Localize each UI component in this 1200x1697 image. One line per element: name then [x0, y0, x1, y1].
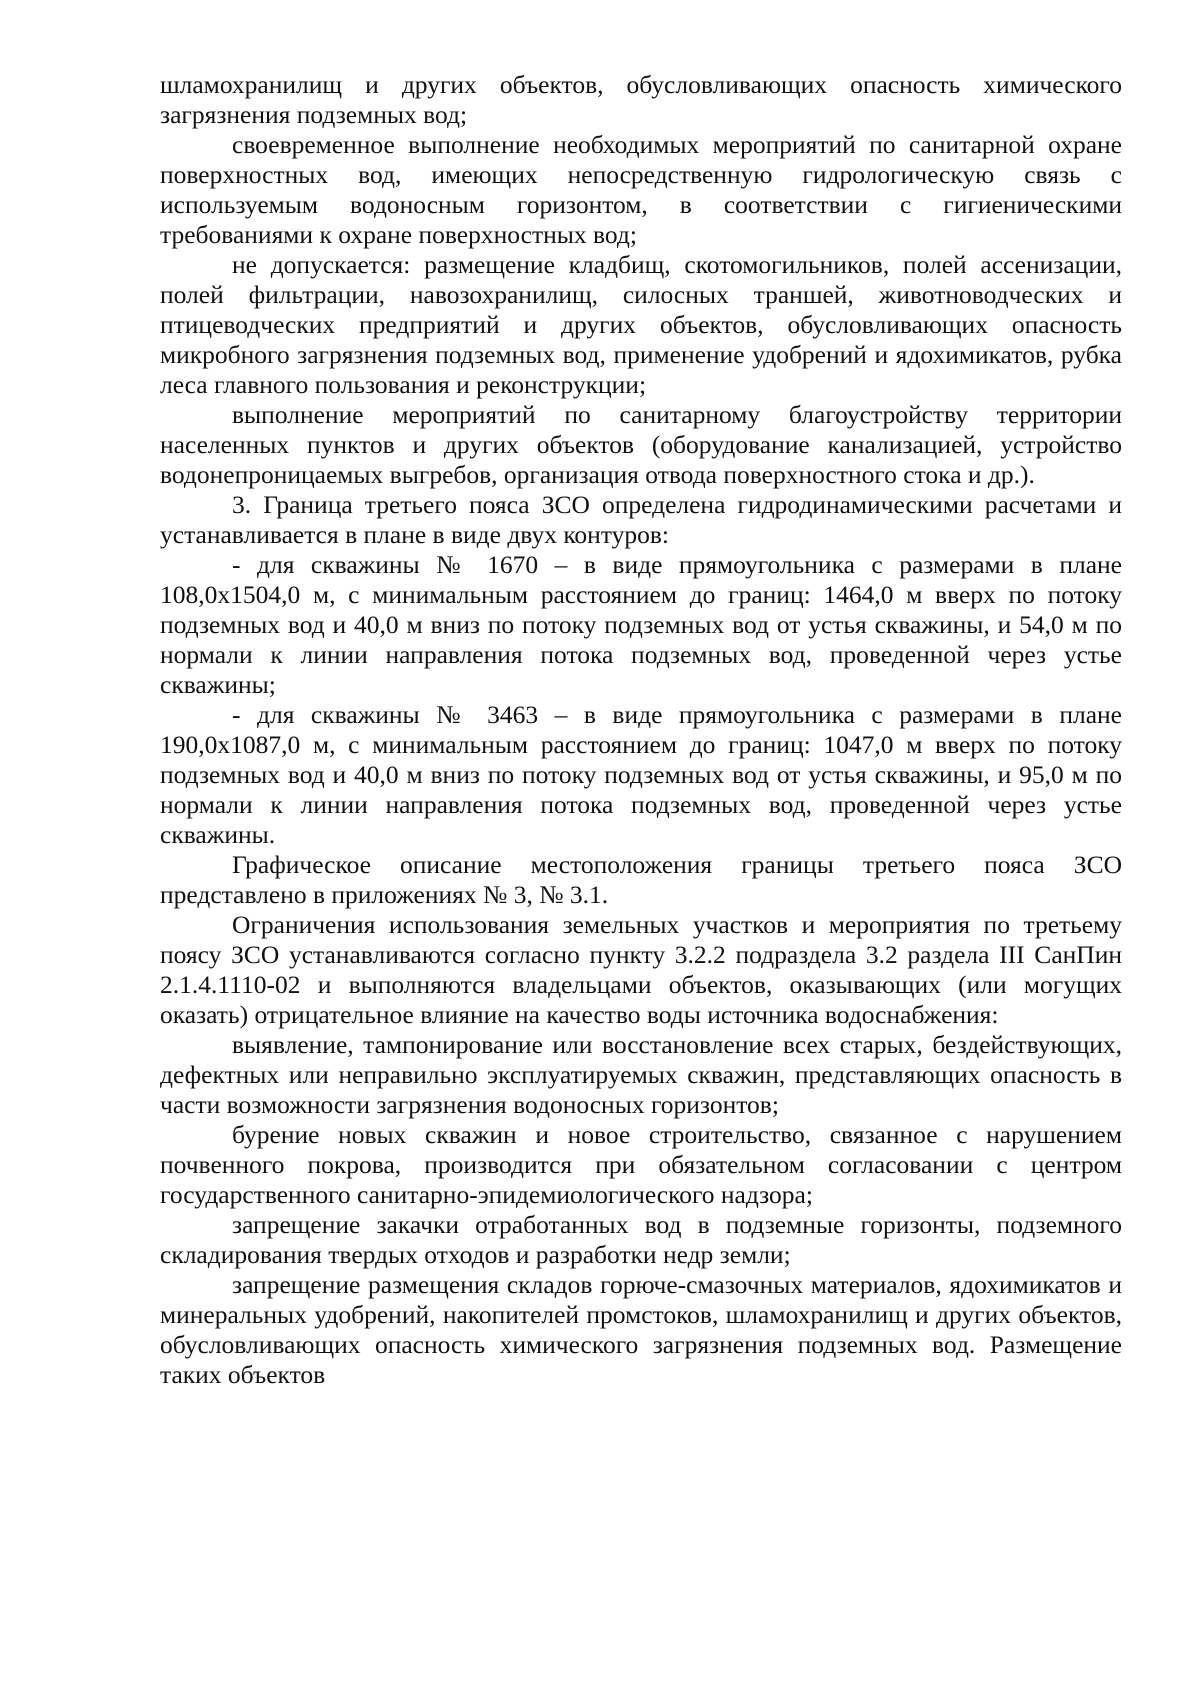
paragraph-surface-water-protection: своевременное выполнение необходимых мероприятий по санитарной охране поверхностных вод, имеющих непосредственную гидрологическую связь с используемым водоносным горизонтом, в соответствии с гигиеническими требованиями к охране поверхностных вод; — [160, 130, 1122, 249]
document-page — [160, 70, 1122, 1390]
paragraph-continuation: шламохранилищ и других объектов, обусловливающих опасность химического загрязнения подземных вод; — [160, 70, 1122, 129]
paragraph-well-1670: - для скважины № 1670 – в виде прямоугольника с размерами в плане 108,0х1504,0 м, с минимальным расстоянием до границ: 1464,0 м вверх по потоку подземных вод и 40,0 м вниз по потоку подземных вод от устья скважины, и 54,0 м по нормали к линии направления потока подземных вод, проведенной через устье скважины; — [160, 550, 1122, 699]
paragraph-graphic-description: Графическое описание местоположения границы третьего пояса ЗСО представлено в приложениях № 3, № 3.1. — [160, 850, 1122, 909]
paragraph-land-use-restrictions: Ограничения использования земельных участков и мероприятия по третьему поясу ЗСО устанавливаются согласно пункту 3.2.2 подраздела 3.2 раздела III СанПин 2.1.4.1110-02 и выполняются владельцами объектов, оказывающих (или могущих оказать) отрицательное влияние на качество воды источника водоснабжения: — [160, 910, 1122, 1029]
paragraph-prohibitions: не допускается: размещение кладбищ, скотомогильников, полей ассенизации, полей фильтрации, навозохранилищ, силосных траншей, животноводческих и птицеводческих предприятий и других объектов, обусловливающих опасность микробного загрязнения подземных вод, применение удобрений и ядохимикатов, рубка леса главного пользования и реконструкции; — [160, 250, 1122, 399]
paragraph-well-3463: - для скважины № 3463 – в виде прямоугольника с размерами в плане 190,0х1087,0 м, с минимальным расстоянием до границ: 1047,0 м вверх по потоку подземных вод и 40,0 м вниз по потоку подземных вод от устья скважины, и 95,0 м по нормали к линии направления потока подземных вод, проведенной через устье скважины. — [160, 700, 1122, 849]
paragraph-injection-ban: запрещение закачки отработанных вод в подземные горизонты, подземного складирования твердых отходов и разработки недр земли; — [160, 1210, 1122, 1269]
paragraph-sanitary-improvement: выполнение мероприятий по санитарному благоустройству территории населенных пунктов и других объектов (оборудование канализацией, устройство водонепроницаемых выгребов, организация отвода поверхностного стока и др.). — [160, 400, 1122, 489]
paragraph-storage-ban: запрещение размещения складов горюче-смазочных материалов, ядохимикатов и минеральных удобрений, накопителей промстоков, шламохранилищ и других объектов, обусловливающих опасность химического загрязнения подземных вод. Размещение таких объектов — [160, 1270, 1122, 1389]
paragraph-well-plugging: выявление, тампонирование или восстановление всех старых, бездействующих, дефектных или неправильно эксплуатируемых скважин, представляющих опасность в части возможности загрязнения водоносных горизонтов; — [160, 1030, 1122, 1119]
paragraph-new-drilling: бурение новых скважин и новое строительство, связанное с нарушением почвенного покрова, производится при обязательном согласовании с центром государственного санитарно-эпидемиологического надзора; — [160, 1120, 1122, 1209]
paragraph-third-zone-boundary: 3. Граница третьего пояса ЗСО определена гидродинамическими расчетами и устанавливается в плане в виде двух контуров: — [160, 490, 1122, 549]
